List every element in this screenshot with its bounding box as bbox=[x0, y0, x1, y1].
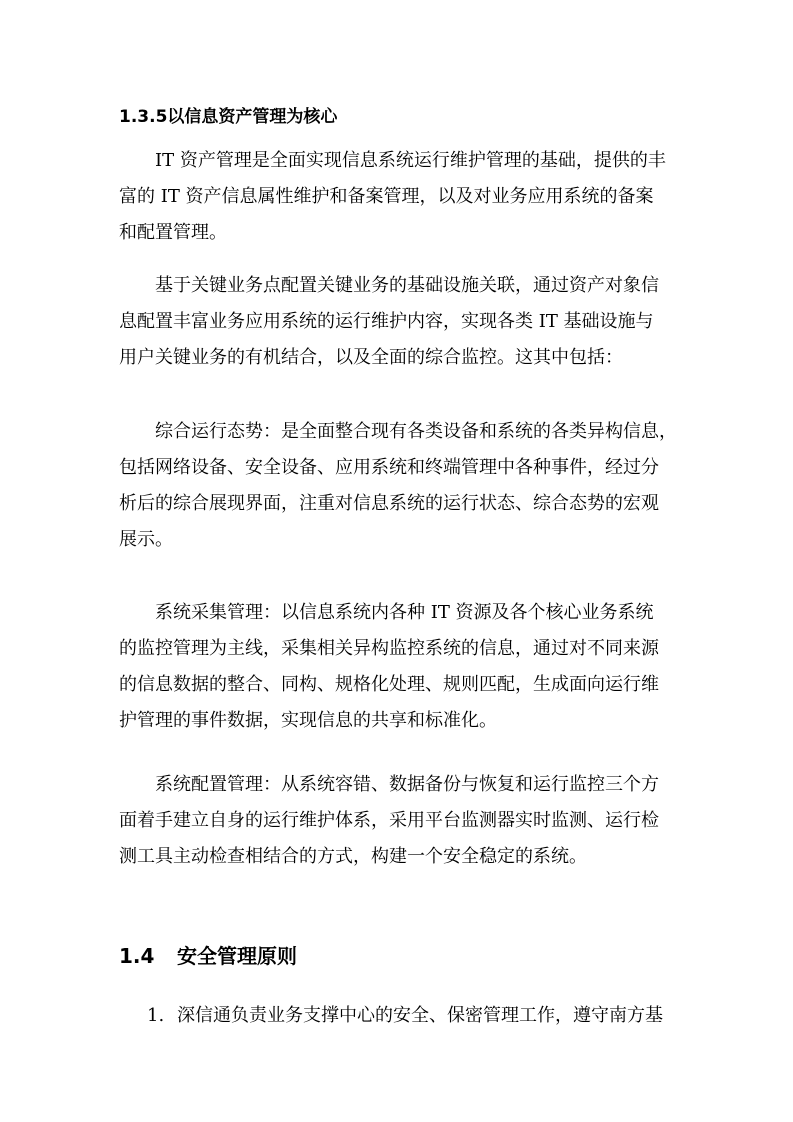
section-heading-1-3-5: 1.3.5以信息资产管理为核心 bbox=[119, 107, 338, 127]
paragraph-line: 基于关键业务点配置关键业务的基础设施关联，通过资产对象信 bbox=[155, 275, 659, 296]
paragraph-configuration-management bbox=[119, 767, 679, 875]
paragraph-line: 的监控管理为主线，采集相关异构监控系统的信息，通过对不同来源 bbox=[119, 638, 659, 659]
paragraph-line: 用户关键业务的有机结合，以及全面的综合监控。这其中包括： bbox=[119, 347, 623, 368]
paragraph-line: 息配置丰富业务应用系统的运行维护内容，实现各类 IT 基础设施与 bbox=[119, 311, 654, 332]
section-heading-1-4 bbox=[119, 943, 297, 969]
paragraph-line: 护管理的事件数据，实现信息的共享和标准化。 bbox=[119, 710, 497, 731]
paragraph-line: 综合运行态势：是全面整合现有各类设备和系统的各类异构信息， bbox=[155, 421, 677, 442]
paragraph-line: 测工具主动检查相结合的方式，构建一个安全稳定的系统。 bbox=[119, 846, 587, 867]
paragraph-integrated-status bbox=[119, 414, 679, 558]
paragraph-line: IT 资产管理是全面实现信息系统运行维护管理的基础，提供的丰 bbox=[155, 150, 666, 171]
paragraph-line: 包括网络设备、安全设备、应用系统和终端管理中各种事件，经过分 bbox=[119, 457, 659, 478]
paragraph-line: 的信息数据的整合、同构、规格化处理、规则匹配，生成面向运行维 bbox=[119, 674, 659, 695]
paragraph-line: 展示。 bbox=[119, 529, 173, 550]
paragraph-line: 富的 IT 资产信息属性维护和备案管理，以及对业务应用系统的备案 bbox=[119, 186, 654, 207]
list-item-text: 深信通负责业务支撑中心的安全、保密管理工作，遵守南方基 bbox=[177, 1005, 663, 1026]
paragraph-key-business bbox=[119, 268, 679, 376]
section-title: 安全管理原则 bbox=[177, 944, 297, 968]
section-number: 1.4 bbox=[119, 944, 155, 968]
list-item bbox=[147, 998, 663, 1034]
paragraph-line: 面着手建立自身的运行维护体系，采用平台监测器实时监测、运行检 bbox=[119, 810, 659, 831]
paragraph-it-asset-management bbox=[119, 143, 679, 251]
paragraph-line: 和配置管理。 bbox=[119, 222, 227, 243]
paragraph-line: 系统采集管理：以信息系统内各种 IT 资源及各个核心业务系统 bbox=[155, 602, 654, 623]
paragraph-line: 析后的综合展现界面，注重对信息系统的运行状态、综合态势的宏观 bbox=[119, 493, 659, 514]
list-marker: 1. bbox=[147, 1005, 165, 1026]
paragraph-collection-management bbox=[119, 595, 679, 739]
paragraph-line: 系统配置管理：从系统容错、数据备份与恢复和运行监控三个方 bbox=[155, 774, 659, 795]
